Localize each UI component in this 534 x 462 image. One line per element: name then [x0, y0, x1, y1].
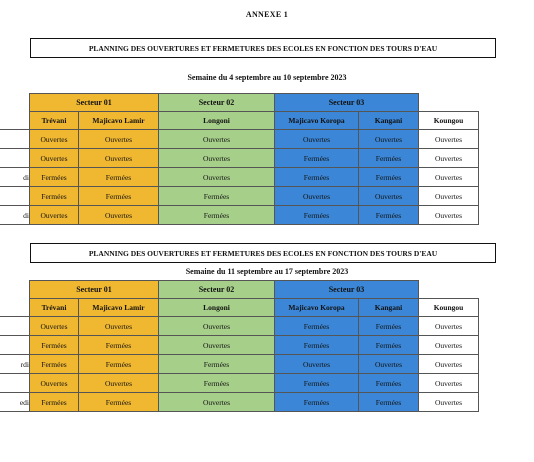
cell-majicavo-koropa: Fermées	[275, 168, 359, 187]
column-header-row	[0, 299, 479, 317]
cell-koungou: Ouvertes	[419, 393, 479, 412]
cell-koungou: Ouvertes	[419, 355, 479, 374]
cell-koungou: Ouvertes	[419, 206, 479, 225]
cell-majicavo-koropa: Ouvertes	[275, 355, 359, 374]
corner-blank	[0, 94, 30, 112]
cell-majicavo-lamir: Fermées	[79, 393, 159, 412]
cell-trevani: Fermées	[30, 336, 79, 355]
corner-blank	[0, 281, 30, 299]
col-header-longoni: Longoni	[159, 299, 275, 317]
cell-majicavo-lamir: Ouvertes	[79, 374, 159, 393]
col-header-majicavo-lamir: Majicavo Lamir	[79, 299, 159, 317]
sector-header-row	[0, 94, 479, 112]
cell-longoni: Ouvertes	[159, 168, 275, 187]
planning-table-1	[0, 93, 479, 225]
cell-majicavo-lamir: Ouvertes	[79, 206, 159, 225]
sector-03-header: Secteur 03	[275, 281, 419, 299]
cell-majicavo-koropa: Fermées	[275, 206, 359, 225]
day-label	[0, 336, 30, 355]
cell-longoni: Ouvertes	[159, 317, 275, 336]
day-label	[0, 149, 30, 168]
col-header-trevani: Trévani	[30, 299, 79, 317]
table-row	[0, 336, 479, 355]
col-header-majicavo-koropa: Majicavo Koropa	[275, 299, 359, 317]
corner-blank	[0, 299, 30, 317]
cell-koungou: Ouvertes	[419, 187, 479, 206]
sector-03-header: Secteur 03	[275, 94, 419, 112]
table-row	[0, 130, 479, 149]
table-row	[0, 317, 479, 336]
cell-longoni: Ouvertes	[159, 149, 275, 168]
col-header-longoni: Longoni	[159, 112, 275, 130]
col-header-majicavo-koropa: Majicavo Koropa	[275, 112, 359, 130]
col-header-koungou: Koungou	[419, 112, 479, 130]
cell-koungou: Ouvertes	[419, 168, 479, 187]
cell-majicavo-koropa: Fermées	[275, 317, 359, 336]
cell-majicavo-koropa: Fermées	[275, 336, 359, 355]
week-label-2: Semaine du 11 septembre au 17 septembre 2023	[185, 267, 349, 276]
cell-kangani: Ouvertes	[359, 130, 419, 149]
cell-majicavo-koropa: Fermées	[275, 374, 359, 393]
cell-majicavo-lamir: Ouvertes	[79, 130, 159, 149]
planning-table-2	[0, 280, 479, 412]
sector-01-header: Secteur 01	[30, 94, 159, 112]
cell-trevani: Fermées	[30, 355, 79, 374]
cell-koungou: Ouvertes	[419, 149, 479, 168]
day-label: di	[0, 206, 30, 225]
cell-majicavo-lamir: Fermées	[79, 355, 159, 374]
table-row	[0, 149, 479, 168]
cell-trevani: Ouvertes	[30, 317, 79, 336]
cell-majicavo-koropa: Fermées	[275, 149, 359, 168]
cell-kangani: Fermées	[359, 149, 419, 168]
cell-majicavo-lamir: Fermées	[79, 336, 159, 355]
cell-longoni: Fermées	[159, 355, 275, 374]
cell-kangani: Fermées	[359, 336, 419, 355]
cell-kangani: Ouvertes	[359, 355, 419, 374]
cell-kangani: Fermées	[359, 393, 419, 412]
cell-majicavo-lamir: Fermées	[79, 168, 159, 187]
col-header-trevani: Trévani	[30, 112, 79, 130]
week-label-1: Semaine du 4 septembre au 10 septembre 2023	[187, 73, 347, 82]
day-label	[0, 187, 30, 206]
cell-majicavo-lamir: Ouvertes	[79, 317, 159, 336]
cell-trevani: Ouvertes	[30, 206, 79, 225]
cell-trevani: Fermées	[30, 168, 79, 187]
table-row	[0, 355, 479, 374]
cell-majicavo-koropa: Ouvertes	[275, 130, 359, 149]
cell-kangani: Fermées	[359, 206, 419, 225]
cell-trevani: Ouvertes	[30, 374, 79, 393]
cell-trevani: Fermées	[30, 393, 79, 412]
annexe-title: ANNEXE 1	[245, 10, 289, 19]
day-label: edi	[0, 393, 30, 412]
cell-trevani: Ouvertes	[30, 130, 79, 149]
cell-kangani: Fermées	[359, 374, 419, 393]
day-label: rdi	[0, 355, 30, 374]
cell-trevani: Ouvertes	[30, 149, 79, 168]
cell-majicavo-koropa: Fermées	[275, 393, 359, 412]
cell-koungou: Ouvertes	[419, 130, 479, 149]
day-label	[0, 130, 30, 149]
cell-kangani: Ouvertes	[359, 187, 419, 206]
sector-header-row	[0, 281, 479, 299]
sector-blank	[419, 281, 479, 299]
sector-blank	[419, 94, 479, 112]
cell-longoni: Ouvertes	[159, 336, 275, 355]
table-row	[0, 168, 479, 187]
cell-longoni: Ouvertes	[159, 393, 275, 412]
cell-majicavo-lamir: Ouvertes	[79, 149, 159, 168]
cell-koungou: Ouvertes	[419, 336, 479, 355]
planning-banner-1: PLANNING DES OUVERTURES ET FERMETURES DES ECOLES EN FONCTION DES TOURS D'EAU	[30, 38, 496, 58]
cell-majicavo-koropa: Ouvertes	[275, 187, 359, 206]
cell-koungou: Ouvertes	[419, 374, 479, 393]
planning-banner-2: PLANNING DES OUVERTURES ET FERMETURES DES ECOLES EN FONCTION DES TOURS D'EAU	[30, 243, 496, 263]
cell-longoni: Fermées	[159, 374, 275, 393]
col-header-koungou: Koungou	[419, 299, 479, 317]
sector-02-header: Secteur 02	[159, 281, 275, 299]
sector-01-header: Secteur 01	[30, 281, 159, 299]
cell-kangani: Fermées	[359, 168, 419, 187]
col-header-kangani: Kangani	[359, 299, 419, 317]
cell-trevani: Fermées	[30, 187, 79, 206]
column-header-row	[0, 112, 479, 130]
sector-02-header: Secteur 02	[159, 94, 275, 112]
table-row	[0, 206, 479, 225]
day-label: di	[0, 168, 30, 187]
cell-longoni: Fermées	[159, 206, 275, 225]
cell-majicavo-lamir: Fermées	[79, 187, 159, 206]
cell-longoni: Fermées	[159, 187, 275, 206]
col-header-kangani: Kangani	[359, 112, 419, 130]
corner-blank	[0, 112, 30, 130]
table-row	[0, 393, 479, 412]
cell-kangani: Fermées	[359, 317, 419, 336]
col-header-majicavo-lamir: Majicavo Lamir	[79, 112, 159, 130]
day-label	[0, 317, 30, 336]
table-row	[0, 187, 479, 206]
day-label	[0, 374, 30, 393]
cell-koungou: Ouvertes	[419, 317, 479, 336]
cell-longoni: Ouvertes	[159, 130, 275, 149]
table-row	[0, 374, 479, 393]
